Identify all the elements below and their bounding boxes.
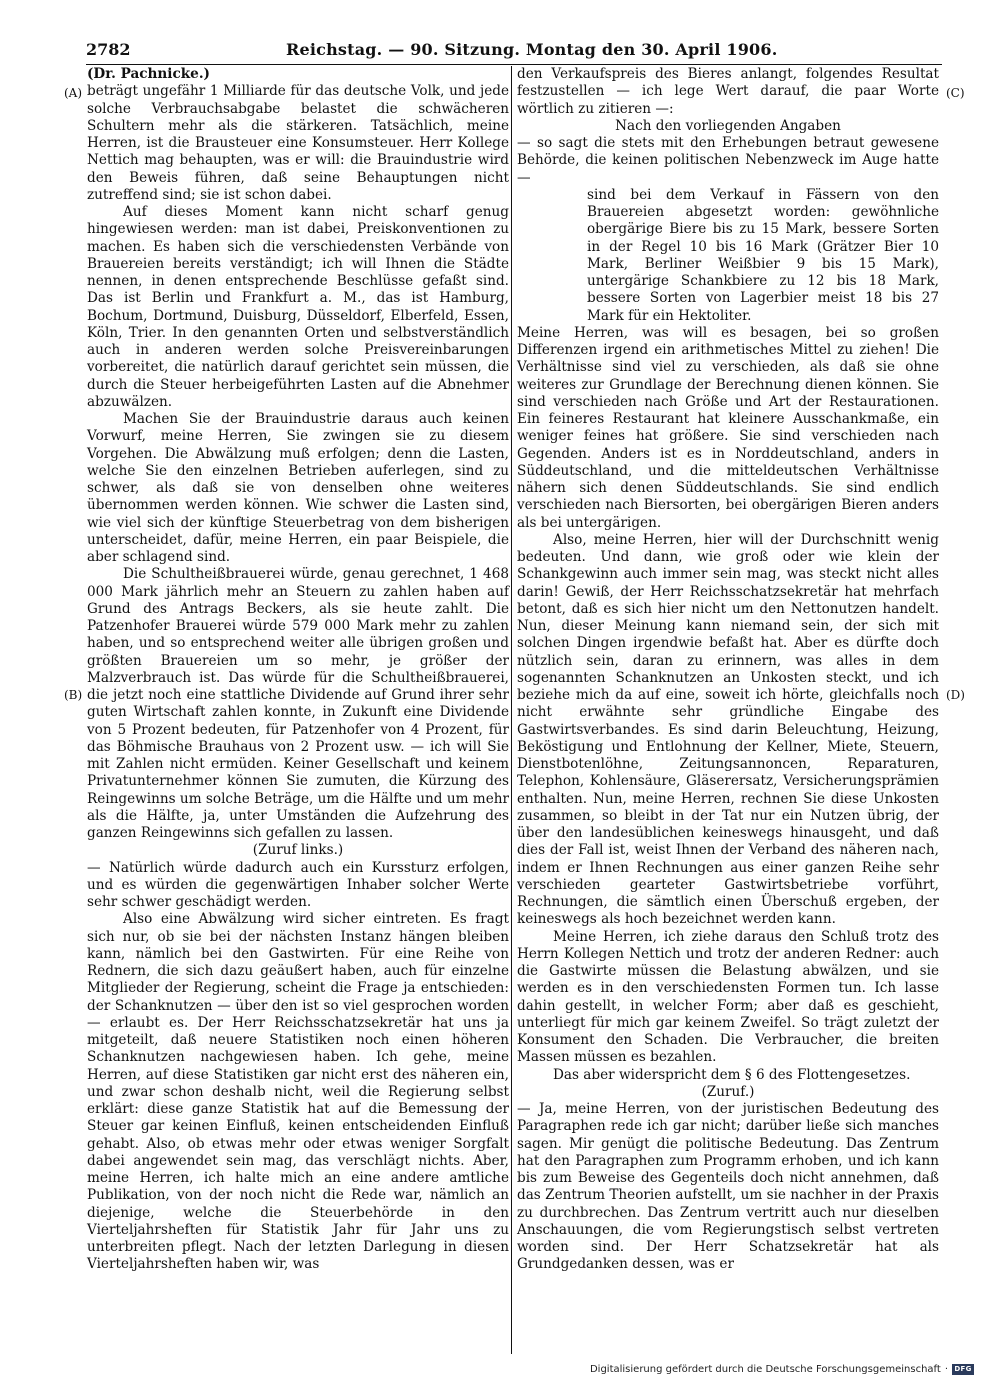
paragraph: — so sagt die stets mit den Erhebungen betraut gewesene Behörde, die keinen politischen Nebenzweck im Auge hatte — — [517, 135, 939, 186]
paragraph: — Natürlich würde dadurch auch ein Kurssturz erfolgen, und es würden die gegenwärtigen Inhaber solcher Werte sehr schwer geschädigt werden. — [87, 859, 509, 910]
quotation-intro: Nach den vorliegenden Angaben — [615, 117, 841, 134]
left-column — [87, 66, 509, 1274]
page-header — [86, 40, 940, 64]
interjection: (Zuruf links.) — [252, 842, 344, 859]
paragraph: Also eine Abwälzung wird sicher eintreten. Es fragt sich nur, ob sie bei der nächsten Instanz hängen bleiben kann, nämlich bei den Gastwirten. Für eine Reihe von Rednern, die sich dazu geäußert haben, auch für einzelne Mitglieder der Regierung, scheint die Frage ja entschieden: der Schanknutzen — über den ist so viel gesprochen worden — erlaubt es. Der Herr Reichsschatzsekretär hat uns ja mitgeteilt, daß neuere Statistiken noch einen höheren Schanknutzen nachgewiesen haben. Ich gehe, meine Herren, auf diese Statistiken gar nicht erst des näheren ein, und zwar schon deshalb nicht, weil die Regierung selbst erklärt: diese ganze Statistik hat auf die Bemessung der Steuer gar keinen Einfluß, keinen entscheidenden Einfluß gehabt. Also, ob etwas mehr oder etwas weniger Sorgfalt dabei angewendet sein mag, das verschlägt nichts. Aber, meine Herren, ich halte mich an eine andere amtliche Publikation, von der noch nicht die Rede war, nämlich an diejenige, welche die Steuerbehörde in den Vierteljahrsheften für Statistik Jahr für Jahr uns zu unterbreiten pflegt. Nach der letzten Darlegung in diesen Vierteljahrsheften haben wir, was — [87, 911, 509, 1273]
footer-credit-text: Digitalisierung gefördert durch die Deutsche Forschungsgemeinschaft — [589, 1364, 941, 1375]
running-head: Reichstag. — 90. Sitzung. Montag den 30. April 1906. — [286, 40, 778, 59]
paragraph: Meine Herren, ich ziehe daraus den Schluß trotz des Herrn Kollegen Nettich und trotz der anderen Redner: auch die Gastwirte müssen die Belastung abwälzen, und sie werden es in den verschiedensten Formen tun. Ich lasse dahin gestellt, in welcher Form; aber daß es geschieht, unterliegt für mich gar keinem Zweifel. So trägt zuletzt der Konsument den Schaden. Die Verbraucher, die breiten Massen müssen es bezahlen. — [517, 928, 939, 1066]
paragraph: Auf dieses Moment kann nicht scharf genug hingewiesen werden: man ist dabei, Preiskonventionen zu machen. Es haben sich die verschiedensten Verbände von Brauereien bereits verständigt; ich will Ihnen die Städte nennen, in denen entsprechende Beschlüsse gefaßt sind. Das ist Berlin und Frankfurt a. M., das ist Hamburg, Bochum, Dortmund, Duisburg, Düsseldorf, Elberfeld, Essen, Köln, Trier. In den genannten Orten und selbstverständlich auch in anderen werden solche Preisvereinbarungen vorbereitet, die natürlich darauf gerichtet sein müssen, die durch die Steuer herbeigeführten Lasten auf die Abnehmer abzuwälzen. — [87, 204, 509, 410]
paragraph: den Verkaufspreis des Bieres anlangt, folgendes Resultat festzustellen — ich lege Wert darauf, die paar Worte wörtlich zu zitieren —: — [517, 66, 939, 117]
dfg-logo-icon: DFG — [952, 1364, 974, 1375]
column-divider — [511, 66, 512, 1354]
paragraph: Also, meine Herren, hier will der Durchschnitt wenig bedeuten. Und dann, wie groß oder wie klein der Schankgewinn auch immer sein mag, was steckt nicht alles darin! Gewiß, der Herr Reichsschatzsekretär hat mehrfach betont, daß es sich hier nicht um den Nettonutzen handelt. Nun, dieser Meinung kann niemand sein, der sich mit solchen Dingen irgendwie befaßt hat. Aber es dürfte doch nützlich sein, daran zu erinnern, was alles in dem sogenannten Schanknutzen an Unkosten steckt, und ich beziehe mich da auf eine, soweit ich hörte, gleichfalls noch nicht erwähnte sehr gründliche Eingabe des Gastwirtsverbandes. Es sind darin Beleuchtung, Heizung, Beköstigung und Entlohnung der Kellner, Miete, Steuern, Dienstbotenlöhne, Zeitungsannoncen, Reparaturen, Telephon, Kohlensäure, Gläserersatz, Versicherungsprämien enthalten. Nun, meine Herren, rechnen Sie diese Unkosten zusammen, so bleibt in der Tat nur ein Nutzen übrig, der über den landesüblichen keineswegs hinausgeht, und daß dies der Fall ist, weist Ihnen der Verband des näheren nach, indem er Ihnen Rechnungen aus einer ganzen Reihe sehr verschieden gearteter Gastwirtsbetriebe vorführt, Rechnungen, die sämtlich einen Überschuß ergeben, der keineswegs als hoch bezeichnet werden kann. — [517, 531, 939, 928]
paragraph: — Ja, meine Herren, von der juristischen Bedeutung des Paragraphen rede ich gar nicht; darüber ließe sich manches sagen. Mir genügt die politische Bedeutung. Das Zentrum hat den Paragraphen zum Programm erhoben, und ich kann bis zum Beweise des Gegenteils doch nicht annehmen, daß das Zentrum Theorien aufstellt, um sie nachher in der Praxis zu durchbrechen. Das Zentrum vertritt auch nur dieselben Anschauungen, die vom Regierungstisch selbst vertreten worden sind. Der Herr Schatzsekretär hat als Grundgedanken dessen, was er — [517, 1101, 939, 1273]
footer-credit: Digitalisierung gefördert durch die Deutsche Forschungsgemeinschaft · DFG — [590, 1364, 974, 1375]
speaker-label: (Dr. Pachnicke.) — [87, 66, 210, 82]
paragraph: Meine Herren, was will es besagen, bei so großen Differenzen irgend ein arithmetisches Mittel zu ziehen! Die Verhältnisse sind viel zu verschieden, als daß sie ohne weiteres zur Grundlage der Berechnung dienen können. Sie sind verschieden nach Größe und Art der Restaurationen. Ein feineres Restaurant hat kleinere Ausschankmaße, ein weniger feines hat größere. Sie sind verschieden nach Gegenden. Anders ist es in Norddeutschland, anders in Süddeutschland, und die mitteldeutschen Verhältnisse nähern sich denen Süddeutschlands. Sie sind endlich verschieden nach Biersorten, bei obergärigen Bieren anders als bei untergärigen. — [517, 324, 939, 531]
block-quote: sind bei dem Verkauf in Fässern von den Brauereien abgesetzt worden: gewöhnliche obergärige Biere bis zu 15 Mark, bessere Sorten in der Regel 10 bis 16 Mark (Grätzer Bier 10 Mark, Berliner Weißbier 9 bis 15 Mark), untergärige Schankbiere zu 12 bis 18 Mark, bessere Sorten von Lagerbier meist 18 bis 27 Mark für ein Hektoliter. — [587, 186, 939, 324]
margin-marker-c: (C) — [946, 86, 965, 100]
header-rule — [86, 64, 942, 65]
page-number: 2782 — [86, 40, 131, 59]
paragraph: Die Schultheißbrauerei würde, genau gerechnet, 1 468 000 Mark jährlich mehr an Steuern zu zahlen haben auf Grund des Antrags Beckers, als sie heute zahlt. Die Patzenhofer Brauerei würde 579 000 Mark mehr zu zahlen haben, und so entsprechend weiter alle übrigen großen und größten Brauereien um so mehr, je größer der Malzverbrauch ist. Das würde für die Schultheißbrauerei, die jetzt noch eine stattliche Dividende auf Grund ihrer sehr guten Wirtschaft zahlen konnte, in Zukunft eine Dividende von 5 Prozent bedeuten, für Patzenhofer von 4 Prozent, für das Böhmische Brauhaus von 2 Prozent usw. — ich will Sie mit Zahlen nicht ermüden. Keiner Gesellschaft und keinem Privatunternehmer können Sie zumuten, die Kürzung des Reingewinns um solche Beträge, um die Hälfte und um mehr als die Hälfte, ja, unter Umständen die Aufzehrung des ganzen Reingewinns sich gefallen zu lassen. — [87, 566, 509, 841]
paragraph: beträgt ungefähr 1 Milliarde für das deutsche Volk, und jede solche Verbrauchsabgabe belastet die schwächeren Schultern mehr als die stärkeren. Tatsächlich, meine Herren, ist die Brausteuer eine Konsumsteuer. Herr Kollege Nettich mag behaupten, was er will: die Brauindustrie wird den Beweis führen, daß seine Behauptungen nicht zutreffend sind; sie ist schon dabei. — [87, 83, 509, 203]
paragraph: Das aber widerspricht dem § 6 des Flottengesetzes. — [553, 1066, 911, 1083]
margin-marker-d: (D) — [946, 688, 965, 702]
paragraph: Machen Sie der Brauindustrie daraus auch keinen Vorwurf, meine Herren, Sie zwingen sie zu diesem Vorgehen. Die Abwälzung muß erfolgen; denn die Lasten, welche Sie den einzelnen Betrieben auferlegen, sind zu schwer, als daß sie von denselben ohne weiteres übernommen werden können. Wie schwer die Lasten sind, wie viel sich der künftige Steuerbetrag von dem bisherigen unterscheidet, dafür, meine Herren, ein paar Beispiele, die aber schlagend sind. — [87, 411, 509, 565]
right-column — [517, 66, 939, 1274]
margin-marker-a: (A) — [64, 86, 83, 100]
interjection: (Zuruf.) — [701, 1083, 755, 1100]
margin-marker-b: (B) — [64, 688, 83, 702]
